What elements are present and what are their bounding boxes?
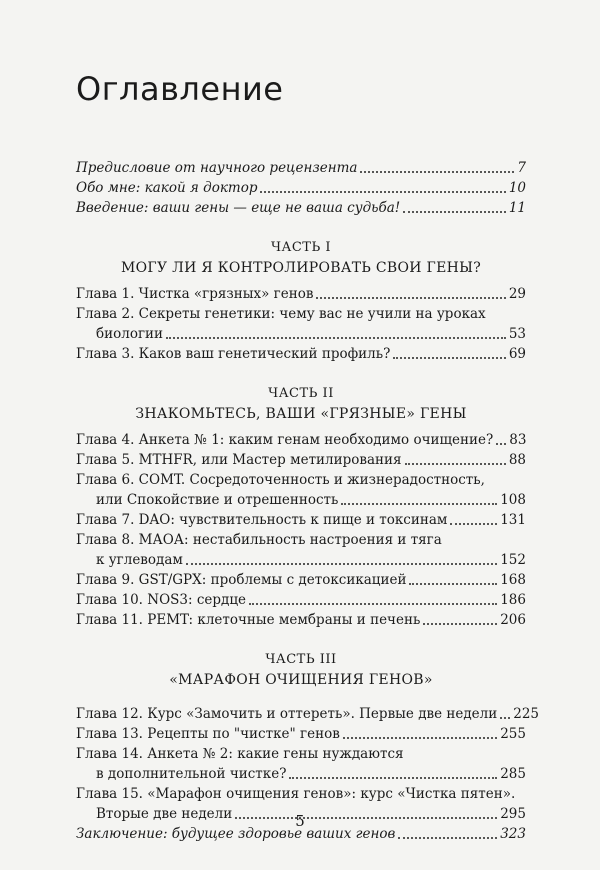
toc-entry-page: 295 (500, 806, 526, 822)
toc-entry-page: 255 (500, 726, 526, 742)
toc-entry-chapter-13[interactable] (76, 724, 526, 744)
toc-entry-title: Глава 8. МАОА: нестабильность настроения и тяга (76, 532, 442, 548)
leader-dots (289, 776, 497, 779)
leader-dots (450, 522, 497, 525)
leader-dots (186, 562, 497, 565)
part-title: «МАРАФОН ОЧИЩЕНИЯ ГЕНОВ» (169, 672, 433, 688)
toc-entry-title: Глава 6. COMT. Сосредоточенность и жизнерадостность, (76, 472, 485, 488)
part-title: ЗНАКОМЬТЕСЬ, ВАШИ «ГРЯЗНЫЕ» ГЕНЫ (135, 406, 467, 422)
toc-entry-page: 206 (500, 612, 526, 628)
part-title: МОГУ ЛИ Я КОНТРОЛИРОВАТЬ СВОИ ГЕНЫ? (120, 260, 482, 276)
toc-entry-title: Заключение: будущее здоровье ваших генов (76, 826, 396, 842)
toc-entry-title: Глава 12. Курс «Замочить и оттереть». Первые две недели (76, 706, 498, 722)
toc-entry-chapter-2[interactable] (76, 304, 526, 344)
toc-entry-title-cont: к углеводам (96, 552, 183, 568)
leader-dots (341, 502, 497, 505)
part-heading-1 (76, 238, 526, 278)
toc-entry-title-cont: биологии (96, 326, 164, 342)
toc-entry-page: 108 (500, 492, 526, 508)
leader-dots (405, 462, 506, 465)
toc-entry-title: Введение: ваши гены — еще не ваша судьба! (76, 200, 401, 216)
leader-dots (409, 582, 497, 585)
leader-dots (403, 210, 506, 213)
toc-entry-title: Глава 14. Анкета № 2: какие гены нуждаются (76, 746, 404, 762)
toc-entry-chapter-12[interactable] (76, 704, 540, 724)
toc-entry-title: Предисловие от научного рецензента (76, 160, 358, 176)
leader-dots (166, 336, 506, 339)
toc-entry-page: 323 (500, 826, 526, 842)
toc-entry-page: 11 (508, 200, 526, 216)
toc-entry-page: 186 (500, 592, 526, 608)
toc-entry-chapter-10[interactable] (76, 590, 526, 610)
toc-entry-chapter-3[interactable] (76, 344, 526, 364)
leader-dots (500, 716, 510, 719)
toc-entry-page: 10 (508, 180, 526, 196)
leader-dots (343, 736, 497, 739)
toc-entry-chapter-14[interactable] (76, 744, 526, 784)
toc-entry-page: 69 (508, 346, 526, 362)
toc-entry-title: Глава 3. Каков ваш генетический профиль? (76, 346, 391, 362)
leader-dots (360, 170, 514, 173)
toc-entry-title: Обо мне: какой я доктор (76, 180, 258, 196)
leader-dots (316, 296, 505, 299)
toc-entry-title-cont: Вторые две недели (96, 806, 233, 822)
toc-entry-chapter-11[interactable] (76, 610, 526, 630)
toc-entry-page: 53 (508, 326, 526, 342)
part-number: ЧАСТЬ I (270, 240, 332, 255)
page-title: Оглавление (76, 70, 284, 108)
toc-entry-chapter-8[interactable] (76, 530, 526, 570)
toc-entry-title: Глава 1. Чистка «грязных» генов (76, 286, 314, 302)
toc-entry-title: Глава 7. DAO: чувствительность к пище и токсинам (76, 512, 448, 528)
part-number: ЧАСТЬ II (268, 386, 334, 401)
toc-entry-page: 29 (508, 286, 526, 302)
part-heading-2 (76, 384, 526, 424)
leader-dots (423, 622, 497, 625)
toc-entry-title: Глава 2. Секреты генетики: чему вас не учили на уроках (76, 306, 486, 322)
toc-entry-title: Глава 15. «Марафон очищения генов»: курс «Чистка пятен». (76, 786, 516, 802)
toc-entry-title-cont: или Спокойствие и отрешенность (96, 492, 339, 508)
toc-entry-title: Глава 10. NOS3: сердце (76, 592, 246, 608)
toc-entry-page: 285 (500, 766, 526, 782)
table-of-contents (76, 158, 540, 844)
toc-entry-title-cont: в дополнительной чистке? (96, 766, 287, 782)
leader-dots (398, 836, 497, 839)
leader-dots (249, 602, 497, 605)
toc-entry-chapter-6[interactable] (76, 470, 526, 510)
toc-entry-page: 152 (500, 552, 526, 568)
toc-entry-chapter-4[interactable] (76, 430, 526, 450)
leader-dots (260, 190, 505, 193)
toc-entry-foreword[interactable] (76, 158, 526, 178)
toc-entry-title: Глава 13. Рецепты по "чистке" генов (76, 726, 340, 742)
toc-entry-page: 88 (508, 452, 526, 468)
toc-entry-introduction[interactable] (76, 198, 526, 218)
toc-entry-title: Глава 9. GST/GPX: проблемы с детоксикацией (76, 572, 407, 588)
toc-entry-chapter-9[interactable] (76, 570, 526, 590)
page-number: 5 (295, 812, 305, 830)
toc-entry-chapter-5[interactable] (76, 450, 526, 470)
toc-entry-chapter-7[interactable] (76, 510, 526, 530)
part-number: ЧАСТЬ III (265, 652, 337, 667)
leader-dots (496, 442, 506, 445)
toc-entry-page: 83 (509, 432, 527, 448)
toc-entry-about-me[interactable] (76, 178, 526, 198)
toc-entry-page: 168 (500, 572, 526, 588)
toc-entry-title: Глава 5. MTHFR, или Мастер метилирования (76, 452, 402, 468)
toc-entry-page: 225 (513, 706, 540, 722)
toc-entry-title: Глава 4. Анкета № 1: каким генам необходимо очищение? (76, 432, 494, 448)
toc-entry-title: Глава 11. PEMT: клеточные мембраны и печень (76, 612, 421, 628)
part-heading-3 (76, 650, 526, 690)
toc-entry-page: 131 (500, 512, 526, 528)
toc-entry-page: 7 (517, 160, 526, 176)
leader-dots (393, 356, 505, 359)
toc-entry-chapter-1[interactable] (76, 284, 526, 304)
